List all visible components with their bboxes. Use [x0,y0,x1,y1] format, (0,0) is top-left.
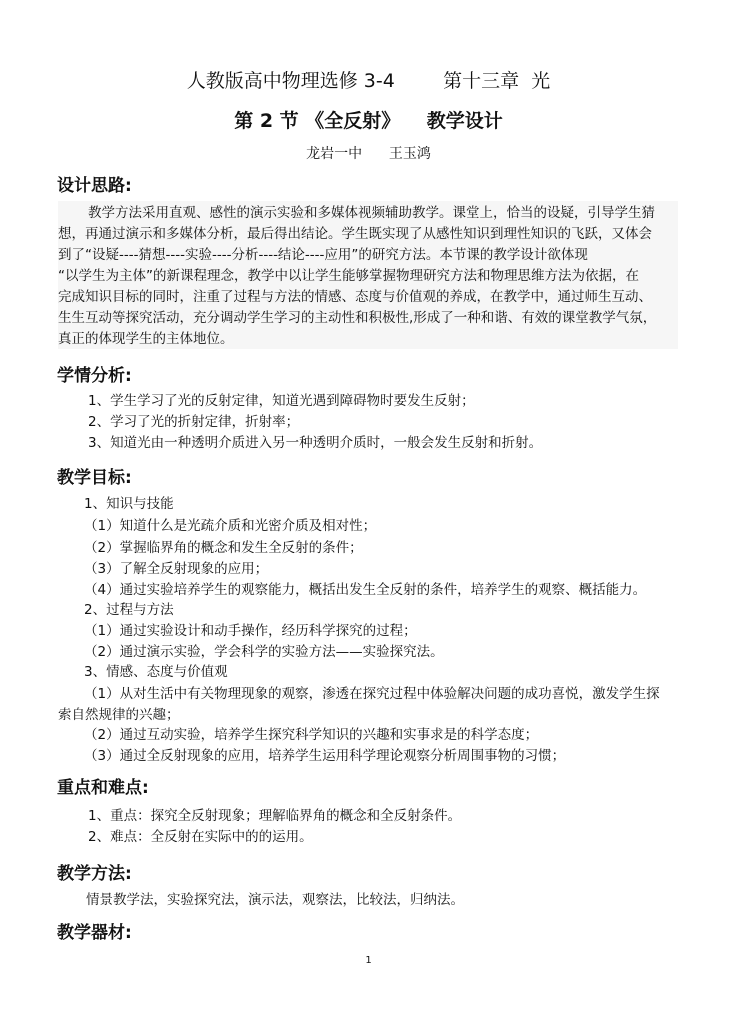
design-line: 真正的体现学生的主体地位。 [58,331,234,347]
goals-line: 1、知识与技能 [84,496,174,512]
design-line: 完成知识目标的同时，注重了过程与方法的情感、态度与价值观的养成，在教学中，通过师生互动、 [58,289,652,305]
goals-line: （2）掌握临界角的概念和发生全反射的条件； [84,540,363,556]
design-line: 想，再通过演示和多媒体分析，最后得出结论。学生既实现了从感性知识到理性知识的飞跃，又体会 [58,226,652,242]
design-heading: 设计思路: [57,176,132,196]
goals-line: （1）通过实验设计和动手操作，经历科学探究的过程； [84,623,417,639]
keypoints-line: 1、重点：探究全反射现象；理解临界角的概念和全反射条件。 [88,808,462,824]
equipment-heading: 教学器材: [57,923,132,943]
analysis-line: 2、学习了光的折射定律，折射率； [88,414,300,430]
goals-line: （1）知道什么是光疏介质和光密介质及相对性； [84,518,377,534]
goals-heading: 教学目标: [57,468,132,488]
analysis-line: 1、学生学习了光的反射定律，知道光遇到障碍物时要发生反射； [88,393,475,409]
lesson-title: 第 2 节 《全反射》 教学设计 [234,110,503,132]
analysis-line: 3、知道光由一种透明介质进入另一种透明介质时，一般会发生反射和折射。 [88,435,543,451]
page-number: 1 [365,955,372,966]
goals-line: 索自然规律的兴趣； [58,707,180,723]
goals-line: （2）通过互动实验，培养学生探究科学知识的兴趣和实事求是的科学态度； [84,727,539,743]
methods-heading: 教学方法: [57,864,132,884]
goals-line: （3）通过全反射现象的应用，培养学生运用科学理论观察分析周围事物的习惯； [84,748,566,764]
goals-line: （2）通过演示实验，学会科学的实验方法——实验探究法。 [84,644,444,660]
design-line: 教学方法采用直观、感性的演示实验和多媒体视频辅助教学。课堂上，恰当的设疑，引导学生猜 [88,205,655,221]
keypoints-heading: 重点和难点: [57,778,149,798]
analysis-heading: 学情分析: [57,366,132,386]
methods-line: 情景教学法，实验探究法，演示法，观察法，比较法，归纳法。 [86,892,464,908]
goals-line: 3、情感、态度与价值观 [84,664,228,680]
author-line: 龙岩一中 王玉鸿 [306,146,431,162]
design-line: 到了“设疑----猜想----实验----分析----结论----应用”的研究方法。本节课的教学设计欲体现 [58,247,588,263]
design-line: “以学生为主体”的新课程理念，教学中以让学生能够掌握物理研究方法和物理思维方法为依据，在 [58,268,639,284]
goals-line: （4）通过实验培养学生的观察能力，概括出发生全反射的条件，培养学生的观察、概括能力。 [84,582,647,598]
course-title: 人教版高中物理选修 3-4 第十三章 光 [186,70,551,92]
goals-line: （1）从对生活中有关物理现象的观察，渗透在探究过程中体验解决问题的成功喜悦，激发学生探 [84,686,660,702]
keypoints-line: 2、难点：全反射在实际中的的运用。 [88,829,313,845]
goals-line: （3）了解全反射现象的应用； [84,561,269,577]
goals-line: 2、过程与方法 [84,602,174,618]
design-line: 生生互动等探究活动，充分调动学生学习的主动性和积极性,形成了一种和谐、有效的课堂教学气氛， [58,310,657,326]
